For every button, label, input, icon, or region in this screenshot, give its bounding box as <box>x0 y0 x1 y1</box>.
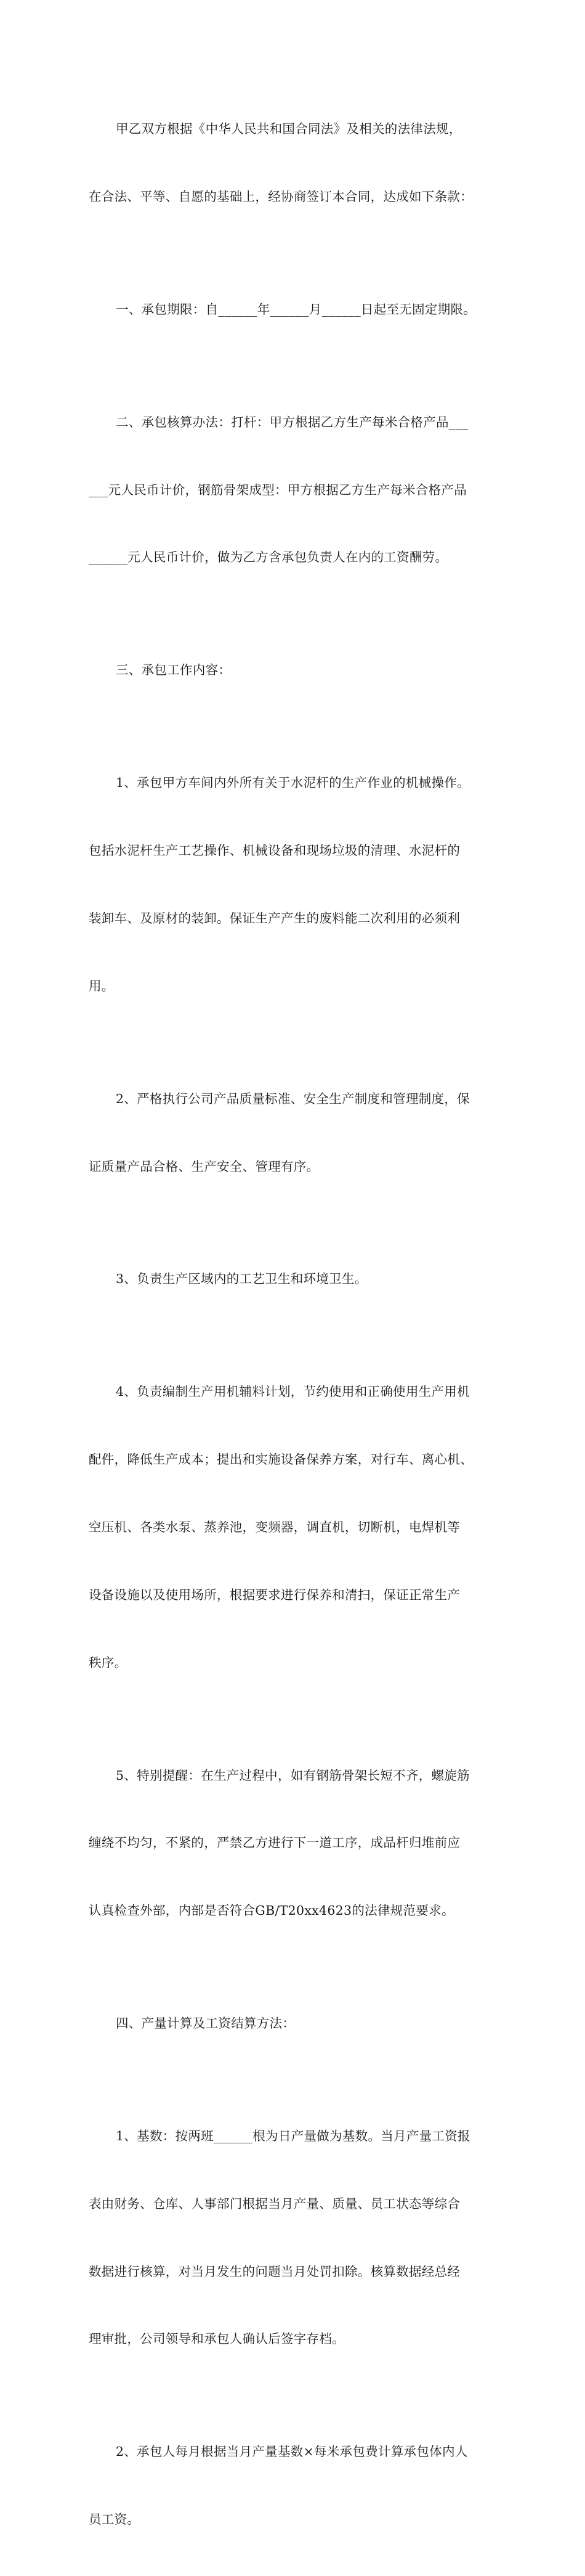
text-line: 认真检查外部，内部是否符合GB/T20xx4623的法律规范要求。 <box>89 1903 454 1918</box>
text-line: ___元人民币计价，钢筋骨架成型：甲方根据乙方生产每米合格产品 <box>89 482 467 497</box>
document-page <box>89 73 501 2576</box>
text-line: 4、负责编制生产用机辅料计划，节约使用和正确使用生产用机 <box>116 1384 470 1400</box>
text-line: 四、产量计算及工资结算方法： <box>116 2016 296 2031</box>
text-line: 理审批，公司领导和承包人确认后签字存档。 <box>89 2331 345 2347</box>
text-line: 二、承包核算办法：打杆：甲方根据乙方生产每米合格产品___ <box>116 414 469 430</box>
text-line: 秩序。 <box>89 1655 127 1670</box>
text-line: 缠绕不均匀，不紧的，严禁乙方进行下一道工序，成品杆归堆前应 <box>89 1835 461 1851</box>
paragraph-scope-3 <box>89 1223 501 1335</box>
text-line: 在合法、平等、自愿的基础上，经协商签订本合同，达成如下条款： <box>89 189 473 204</box>
text-line: 员工资。 <box>89 2512 140 2527</box>
text-line: 3、负责生产区域内的工艺卫生和环境卫生。 <box>116 1271 368 1287</box>
text-line: 5、特别提醒：在生产过程中，如有钢筋骨架长短不齐，螺旋筋 <box>116 1767 470 1783</box>
text-line: 一、承包期限：自______年______月______日起至无固定期限。 <box>116 301 477 317</box>
paragraph-scope-4 <box>89 1335 501 1719</box>
text-line: 2、承包人每月根据当月产量基数×每米承包费计算承包体内人 <box>116 2444 468 2460</box>
paragraph-preamble <box>89 73 501 253</box>
text-line: 甲乙双方根据《中华人民共和国合同法》及相关的法律法规， <box>116 121 462 137</box>
text-line: 空压机、各类水泵、蒸养池，变频器，调直机，切断机，电焊机等 <box>89 1520 461 1535</box>
text-line: 2、严格执行公司产品质量标准、安全生产制度和管理制度，保 <box>116 1091 470 1106</box>
paragraph-wage-2 <box>89 2395 501 2576</box>
text-line: 1、承包甲方车间内外所有关于水泥杆的生产作业的机械操作。 <box>116 775 470 791</box>
paragraph-scope-1 <box>89 727 501 1042</box>
paragraph-scope-2 <box>89 1043 501 1223</box>
text-line: 证质量产品合格、生产安全、管理有序。 <box>89 1159 320 1174</box>
section-heading-wage <box>89 1967 501 2080</box>
paragraph-scope-5 <box>89 1719 501 1967</box>
section-heading-scope <box>89 614 501 727</box>
text-line: 装卸车、及原材的装卸。保证生产产生的废料能二次利用的必须利 <box>89 910 461 926</box>
text-line: 配件，降低生产成本；提出和实施设备保养方案，对行车、离心机、 <box>89 1452 473 1467</box>
paragraph-term <box>89 253 501 366</box>
paragraph-wage-1 <box>89 2080 501 2395</box>
text-line: 表由财务、仓库、人事部门根据当月产量、质量、员工状态等综合 <box>89 2196 461 2211</box>
text-line: 1、基数：按两班______根为日产量做为基数。当月产量工资报 <box>116 2129 470 2144</box>
text-line: 设备设施以及使用场所，根据要求进行保养和清扫，保证正常生产 <box>89 1587 461 1602</box>
text-line: 包括水泥杆生产工艺操作、机械设备和现场垃圾的清理、水泥杆的 <box>89 843 461 858</box>
text-line: 数据进行核算，对当月发生的问题当月处罚扣除。核算数据经总经 <box>89 2264 461 2279</box>
paragraph-accounting <box>89 366 501 614</box>
text-line: 三、承包工作内容： <box>116 662 232 678</box>
text-line: 用。 <box>89 978 115 993</box>
text-line: ______元人民币计价，做为乙方含承包负责人在内的工资酬劳。 <box>89 550 448 565</box>
